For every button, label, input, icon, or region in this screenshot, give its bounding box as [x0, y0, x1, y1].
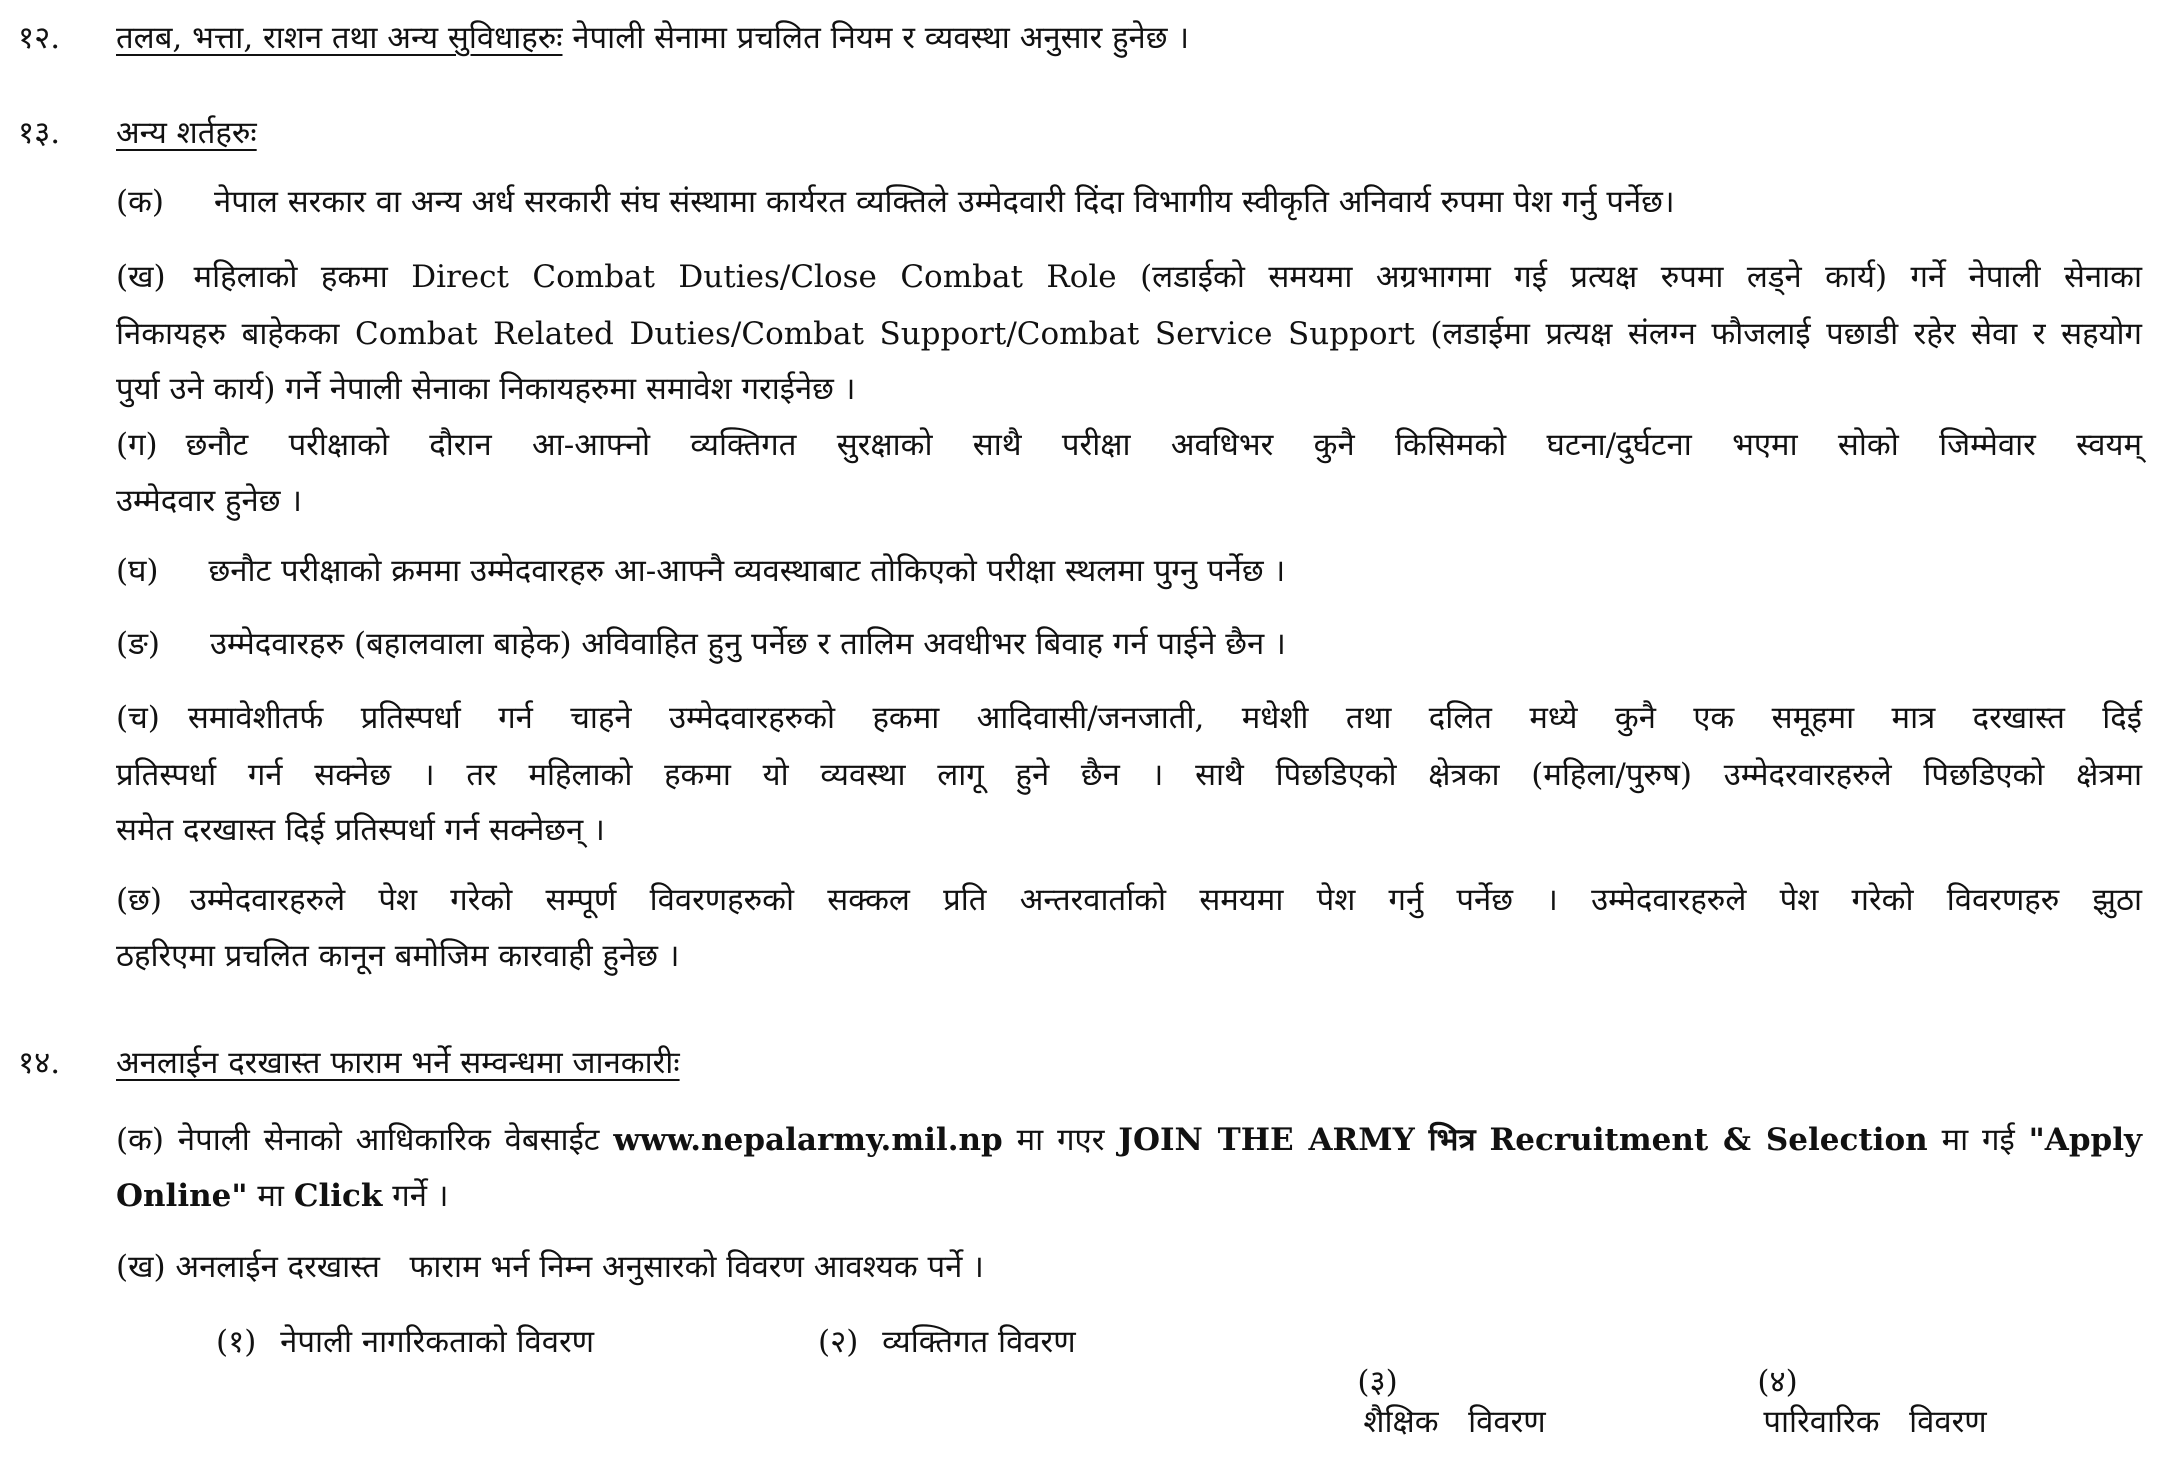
- condition-gha: [116, 551, 2142, 591]
- join-the-army-text: JOIN THE ARMY: [1118, 1122, 1415, 1158]
- item-number: (३): [1357, 1364, 1398, 1400]
- online-ka-line-1: [116, 1120, 2142, 1160]
- section-12-line: [116, 18, 2142, 58]
- condition-ka-text: नेपाल सरकार वा अन्य अर्ध सरकारी संघ संस्थामा कार्यरत व्यक्तिले उम्मेदवारी दिंदा विभागीय स्वीकृति अनिवार्य रुपमा पेश गर्नु पर्नेछ।: [214, 184, 1675, 220]
- apply-online-text-2: Online": [116, 1178, 248, 1214]
- condition-kha-label: (ख): [116, 259, 166, 295]
- section-12-text: नेपाली सेनामा प्रचलित नियम र व्यवस्था अनुसार हुनेछ ।: [562, 20, 1190, 56]
- condition-kha-text-1: महिलाको हकमा Direct Combat Duties/Close Combat Role (लडाईको समयमा अग्रभागमा गई प्रत्यक्ष रुपमा लड्ने कार्य) गर्ने नेपाली सेनाका: [193, 259, 2142, 295]
- condition-cha-label: (च): [116, 700, 160, 736]
- condition-chha-text-1: उम्मेदवारहरुले पेश गरेको सम्पूर्ण विवरणहरुको सक्कल प्रति अन्तरवार्ताको समयमा पेश गर्नु पर्नेछ । उम्मेदवारहरुले पेश गरेको विवरणहरु झुठा: [189, 882, 2142, 918]
- required-detail-item: [1318, 1322, 1546, 1482]
- section-12-heading: तलब, भत्ता, राशन तथा अन्य सुविधाहरुः: [116, 20, 563, 56]
- condition-kha-line-3: पुर्या उने कार्य) गर्ने नेपाली सेनाका निकायहरुमा समावेश गराईनेछ ।: [116, 371, 856, 407]
- section-13-heading: अन्य शर्तहरुः: [116, 115, 257, 151]
- section-13-heading-line: [116, 113, 2142, 153]
- item-label: पारिवारिक विवरण: [1763, 1404, 1987, 1440]
- section-14-number: १४.: [18, 1045, 61, 1081]
- online-ka-label: (क): [116, 1122, 164, 1158]
- condition-cha-line-1: [116, 698, 2142, 738]
- section-12-number: १२.: [18, 20, 61, 56]
- online-ka-text-4: मा गई: [1941, 1122, 2015, 1158]
- condition-kha-line-1: [116, 257, 2142, 297]
- condition-chha-line-2: ठहरिएमा प्रचलित कानून बमोजिम कारवाही हुनेछ ।: [116, 938, 680, 974]
- online-kha-text: अनलाईन दरखास्त फाराम भर्न निम्न अनुसारको विवरण आवश्यक पर्ने ।: [175, 1249, 984, 1285]
- condition-cha-text-1: समावेशीतर्फ प्रतिस्पर्धा गर्न चाहने उम्मेदवारहरुको हकमा आदिवासी/जनजाती, मधेशी तथा दलित मध्ये कुनै एक समूहमा मात्र दरखास्त दिई: [187, 700, 2142, 736]
- item-label: व्यक्तिगत विवरण: [882, 1324, 1076, 1360]
- online-ka-text-3: भित्र: [1428, 1122, 1476, 1158]
- item-number: (२): [818, 1324, 859, 1360]
- click-text: Click: [293, 1178, 383, 1214]
- condition-kha-line-2: निकायहरु बाहेकका Combat Related Duties/Combat Support/Combat Service Support (लडाईमा प्रत्यक्ष संलग्न फौजलाई पछाडी रहेर सेवा र सहयोग: [116, 316, 2142, 352]
- condition-ga-line-2: उम्मेदवार हुनेछ ।: [116, 483, 303, 519]
- condition-gha-label: (घ): [116, 553, 159, 589]
- condition-chha-label: (छ): [116, 882, 162, 918]
- condition-ka-label: (क): [116, 184, 164, 220]
- condition-ga-text-1: छनौट परीक्षाको दौरान आ-आफ्नो व्यक्तिगत सुरक्षाको साथै परीक्षा अवधिभर कुनै किसिमको घटना/दुर्घटना भएमा सोको जिम्मेवार स्वयम्: [185, 427, 2142, 463]
- item-label: नेपाली नागरिकताको विवरण: [280, 1324, 595, 1360]
- online-ka-text-1: नेपाली सेनाको आधिकारिक वेबसाईट: [177, 1122, 600, 1158]
- condition-ga-line-1: [116, 425, 2142, 465]
- section-14-heading: अनलाईन दरखास्त फाराम भर्ने सम्वन्धमा जानकारीः: [116, 1045, 680, 1081]
- condition-ka: [116, 182, 2142, 222]
- condition-nga-text: उम्मेदवारहरु (बहालवाला बाहेक) अविवाहित हुनु पर्नेछ र तालिम अवधीभर बिवाह गर्न पाईने छैन ।: [209, 626, 1286, 662]
- condition-chha-line-1: [116, 880, 2142, 920]
- item-number: (१): [216, 1324, 257, 1360]
- apply-online-text-1: "Apply: [2028, 1122, 2142, 1158]
- online-ka-text-2: मा गएर: [1016, 1122, 1105, 1158]
- online-ka-text-6: गर्ने ।: [392, 1178, 449, 1214]
- online-kha: [116, 1247, 2142, 1287]
- required-detail-item: [216, 1322, 594, 1362]
- condition-cha-line-2: प्रतिस्पर्धा गर्न सक्नेछ । तर महिलाको हकमा यो व्यवस्था लागू हुने छैन । साथै पिछडिएको क्षेत्रका (महिला/पुरुष) उम्मेदरवारहरुले पिछडिएको क्षेत्रमा: [116, 757, 2142, 793]
- online-ka-line-2: [116, 1176, 2142, 1216]
- section-14-heading-line: [116, 1043, 2142, 1083]
- online-kha-label: (ख): [116, 1249, 166, 1285]
- condition-nga-label: (ङ): [116, 626, 160, 662]
- condition-ga-label: (ग): [116, 427, 158, 463]
- item-label: शैक्षिक विवरण: [1363, 1404, 1546, 1440]
- online-ka-text-5: मा: [257, 1178, 284, 1214]
- required-detail-item: [818, 1322, 1076, 1362]
- recruitment-selection-text: Recruitment & Selection: [1489, 1122, 1928, 1158]
- item-number: (४): [1757, 1364, 1798, 1400]
- condition-cha-line-3: समेत दरखास्त दिई प्रतिस्पर्धा गर्न सक्नेछन् ।: [116, 812, 605, 848]
- condition-gha-text: छनौट परीक्षाको क्रममा उम्मेदवारहरु आ-आफ्नै व्यवस्थाबाट तोकिएको परीक्षा स्थलमा पुग्नु पर्नेछ ।: [208, 553, 1286, 589]
- website-link[interactable]: www.nepalarmy.mil.np: [613, 1122, 1003, 1158]
- condition-nga: [116, 624, 2142, 664]
- section-13-number: १३.: [18, 115, 61, 151]
- required-detail-item: [1718, 1322, 1987, 1482]
